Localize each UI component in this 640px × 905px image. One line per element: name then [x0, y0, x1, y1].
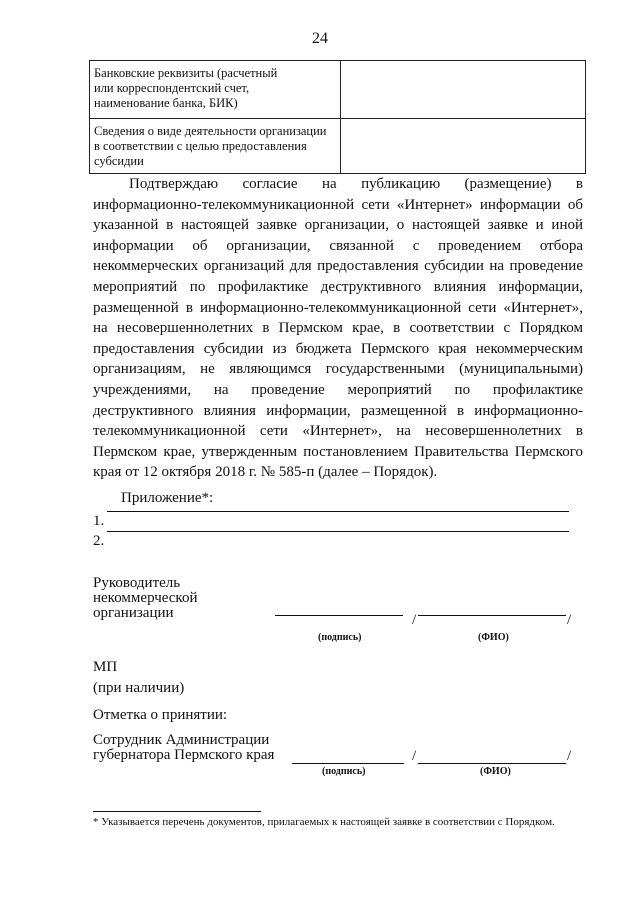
page-number: 24 — [312, 30, 328, 47]
stamp-block — [93, 657, 184, 699]
separator-slash: / — [567, 748, 572, 764]
head-title-line: Руководитель — [93, 575, 181, 591]
table-row — [90, 61, 586, 119]
stamp-label: МП — [93, 659, 118, 675]
attachment-number: 1. — [93, 513, 105, 529]
employee-name-line[interactable] — [418, 763, 566, 764]
separator-slash: / — [412, 748, 417, 764]
bank-details-value[interactable] — [341, 61, 586, 119]
acceptance-title: Отметка о принятии: — [93, 707, 228, 723]
consent-paragraph: Подтверждаю согласие на публикацию (размещение) в информационно-телекоммуникационной сети «Интернет» информации об указанной в настоящей заявке организации, о настоящей заявке и иной информации об организации, связанной с проведением отбора некоммерческих организаций для предоставления субсидии на проведение мероприятий по профилактике деструктивного влияния информации, размещенной в информационно-телекоммуникационной сети «Интернет», на несовершеннолетних в Пермском крае, в соответствии с Порядком предоставления субсидии из бюджета Пермского края некоммерческим организациям, не являющимся государственными (муниципальными) учреждениями, на проведение мероприятий по профилактике деструктивного влияния информации, размещенной в информационно-телекоммуникационной сети «Интернет», на несовершеннолетних в Пермском крае, утвержденным постановлением Правительства Пермского края от 12 октября 2018 г. № 585-п (далее – Порядок). — [93, 176, 583, 481]
table-row — [90, 119, 586, 174]
attachments-title: Приложение*: — [121, 490, 214, 506]
signature-caption: (подпись) — [318, 632, 362, 643]
employee-title — [93, 733, 274, 763]
head-name-line[interactable] — [418, 615, 566, 616]
label-line: наименование банка, БИК) — [94, 96, 238, 110]
attachment-number: 2. — [93, 533, 105, 549]
separator-slash: / — [412, 612, 417, 628]
employee-title-line: Сотрудник Администрации — [93, 732, 270, 748]
activity-value[interactable] — [341, 119, 586, 174]
name-caption: (ФИО) — [478, 632, 509, 643]
employee-title-line: губернатора Пермского края — [93, 747, 275, 763]
label-line: в соответствии с целью предоставления — [94, 139, 307, 153]
head-title-line: организации — [93, 605, 174, 621]
bank-details-label — [90, 61, 341, 119]
head-title-line: некоммерческой — [93, 590, 198, 606]
footnote-separator — [93, 811, 261, 812]
name-caption: (ФИО) — [480, 766, 511, 777]
label-line: или корреспондентский счет, — [94, 81, 250, 95]
requisites-table — [89, 60, 586, 174]
attachment-line[interactable] — [107, 511, 569, 512]
label-line: Сведения о виде деятельности организации — [94, 124, 327, 138]
head-title — [93, 576, 197, 621]
signature-caption: (подпись) — [322, 766, 366, 777]
head-signature-line[interactable] — [275, 615, 403, 616]
separator-slash: / — [567, 612, 572, 628]
stamp-note: (при наличии) — [93, 680, 185, 696]
footnote: * Указывается перечень документов, прилагаемых к настоящей заявке в соответствии с Порядком. — [93, 816, 555, 828]
attachment-line[interactable] — [107, 531, 569, 532]
activity-label — [90, 119, 341, 174]
employee-signature-line[interactable] — [292, 763, 404, 764]
label-line: субсидии — [94, 154, 144, 168]
label-line: Банковские реквизиты (расчетный — [94, 66, 278, 80]
